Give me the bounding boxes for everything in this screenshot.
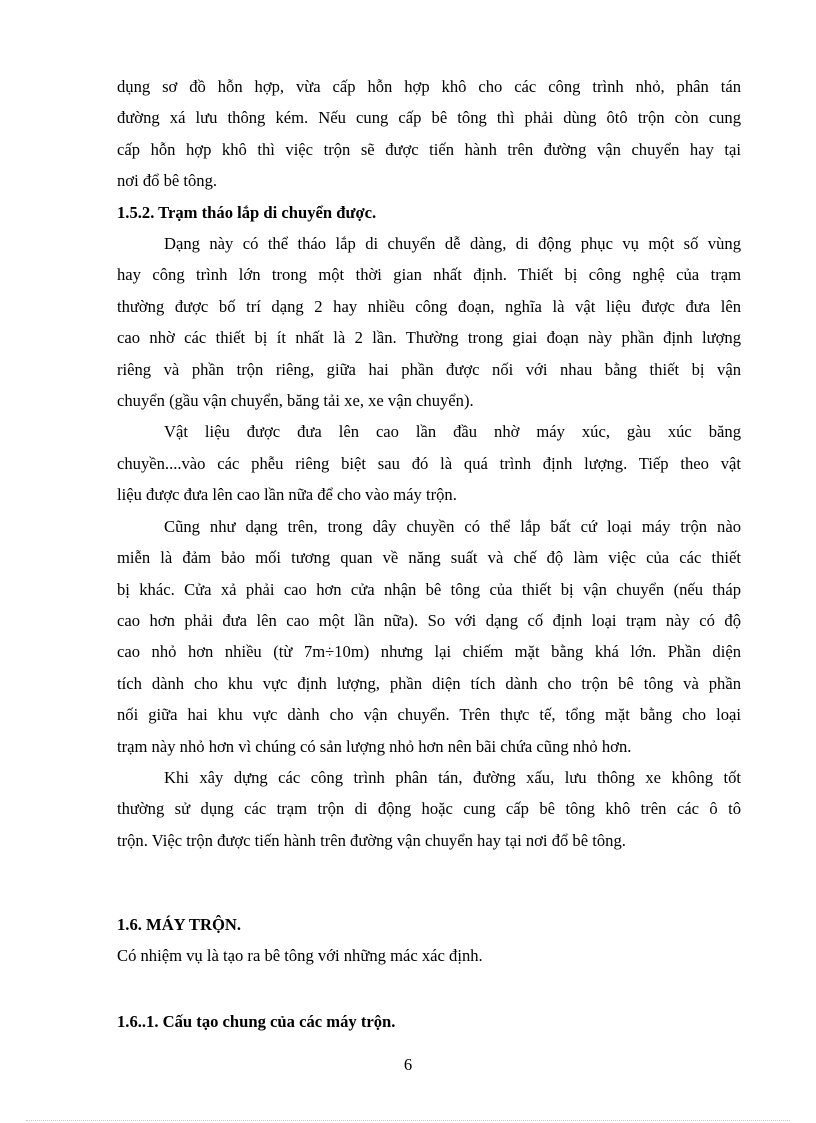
text-line: trạm này nhỏ hơn vì chúng có sản lượng nhỏ hơn nên bãi chứa cũng nhỏ hơn. [117, 736, 632, 756]
text-line: Cũng như dạng trên, trong dây chuyền có thể lắp bất cứ loại máy trộn nào [164, 516, 741, 536]
text-line: cao nhờ các thiết bị ít nhất là 2 lần. Thường trong giai đoạn này phần định lượng [117, 328, 741, 348]
paragraph-2 [117, 416, 741, 510]
section-1-5-2-block [117, 71, 741, 856]
text-line: cao nhỏ hơn nhiều (từ 7m÷10m) nhưng lại chiếm mặt bằng khá lớn. Phần diện [117, 642, 741, 662]
heading-1-6-1: 1.6..1. Cấu tạo chung của các máy trộn. [117, 1012, 396, 1031]
paragraph-4 [117, 762, 741, 856]
text-line: Dạng này có thể tháo lắp di chuyển dễ dàng, di động phục vụ một số vùng [164, 234, 741, 254]
text-line: Khi xây dựng các công trình phân tán, đường xấu, lưu thông xe không tốt [164, 767, 741, 787]
text-line: cao hơn phải đưa lên cao một lần nữa). So với dạng cố định loại trạm này có độ [117, 610, 741, 630]
section-1-6-text: Có nhiệm vụ là tạo ra bê tông với những mác xác định. [117, 946, 483, 966]
text-line: thường được bố trí dạng 2 hay nhiều công đoạn, nghĩa là vật liệu được đưa lên [117, 296, 741, 316]
section-1-6-block [117, 909, 741, 972]
text-line: nơi đổ bê tông. [117, 171, 218, 191]
heading-1-5-2: 1.5.2. Trạm tháo lắp di chuyển được. [117, 202, 377, 222]
paragraph-1 [117, 228, 741, 416]
intro-paragraph [117, 71, 741, 197]
text-line: tích dành cho khu vực định lượng, phần diện tích dành cho trộn bê tông và phần [117, 673, 741, 693]
paragraph-3 [117, 511, 741, 762]
text-line: nối giữa hai khu vực dành cho vận chuyển. Trên thực tế, tổng mặt bằng cho loại [117, 705, 741, 725]
page-number: 6 [403, 1055, 413, 1074]
text-line: liệu được đưa lên cao lần nữa để cho vào máy trộn. [117, 485, 457, 505]
text-line: thường sử dụng các trạm trộn di động hoặc cung cấp bê tông khô trên các ô tô [117, 799, 741, 819]
text-line: đường xá lưu thông kém. Nếu cung cấp bê tông thì phải dùng ôtô trộn còn cung [117, 108, 741, 128]
text-line: hay công trình lớn trong một thời gian nhất định. Thiết bị công nghệ của trạm [117, 265, 741, 285]
text-line: dụng sơ đồ hỗn hợp, vừa cấp hỗn hợp khô cho các công trình nhỏ, phân tán [117, 77, 741, 96]
text-line: bị khác. Cửa xả phải cao hơn cửa nhận bê tông của thiết bị vận chuyển (nếu tháp [117, 579, 741, 599]
section-1-6-1-block [117, 1006, 741, 1037]
text-line: trộn. Việc trộn được tiến hành trên đường vận chuyển hay tại nơi đổ bê tông. [117, 830, 626, 850]
heading-1-6: 1.6. MÁY TRỘN. [117, 915, 241, 934]
text-line: cấp hỗn hợp khô thì việc trộn sẽ được tiến hành trên đường vận chuyển hay tại [117, 139, 741, 159]
page-bottom-divider [26, 1120, 790, 1121]
text-line: Vật liệu được đưa lên cao lần đầu nhờ máy xúc, gàu xúc băng [164, 422, 741, 442]
text-line: miễn là đảm bảo mối tương quan về năng suất và chế độ làm việc của các thiết [117, 548, 741, 568]
text-line: chuyển (gầu vận chuyển, băng tải xe, xe vận chuyển). [117, 391, 474, 411]
text-line: riêng và phần trộn riêng, giữa hai phần được nối với nhau bằng thiết bị vận [117, 359, 741, 379]
text-line: chuyền....vào các phễu riêng biệt sau đó là quá trình định lượng. Tiếp theo vật [117, 453, 741, 473]
